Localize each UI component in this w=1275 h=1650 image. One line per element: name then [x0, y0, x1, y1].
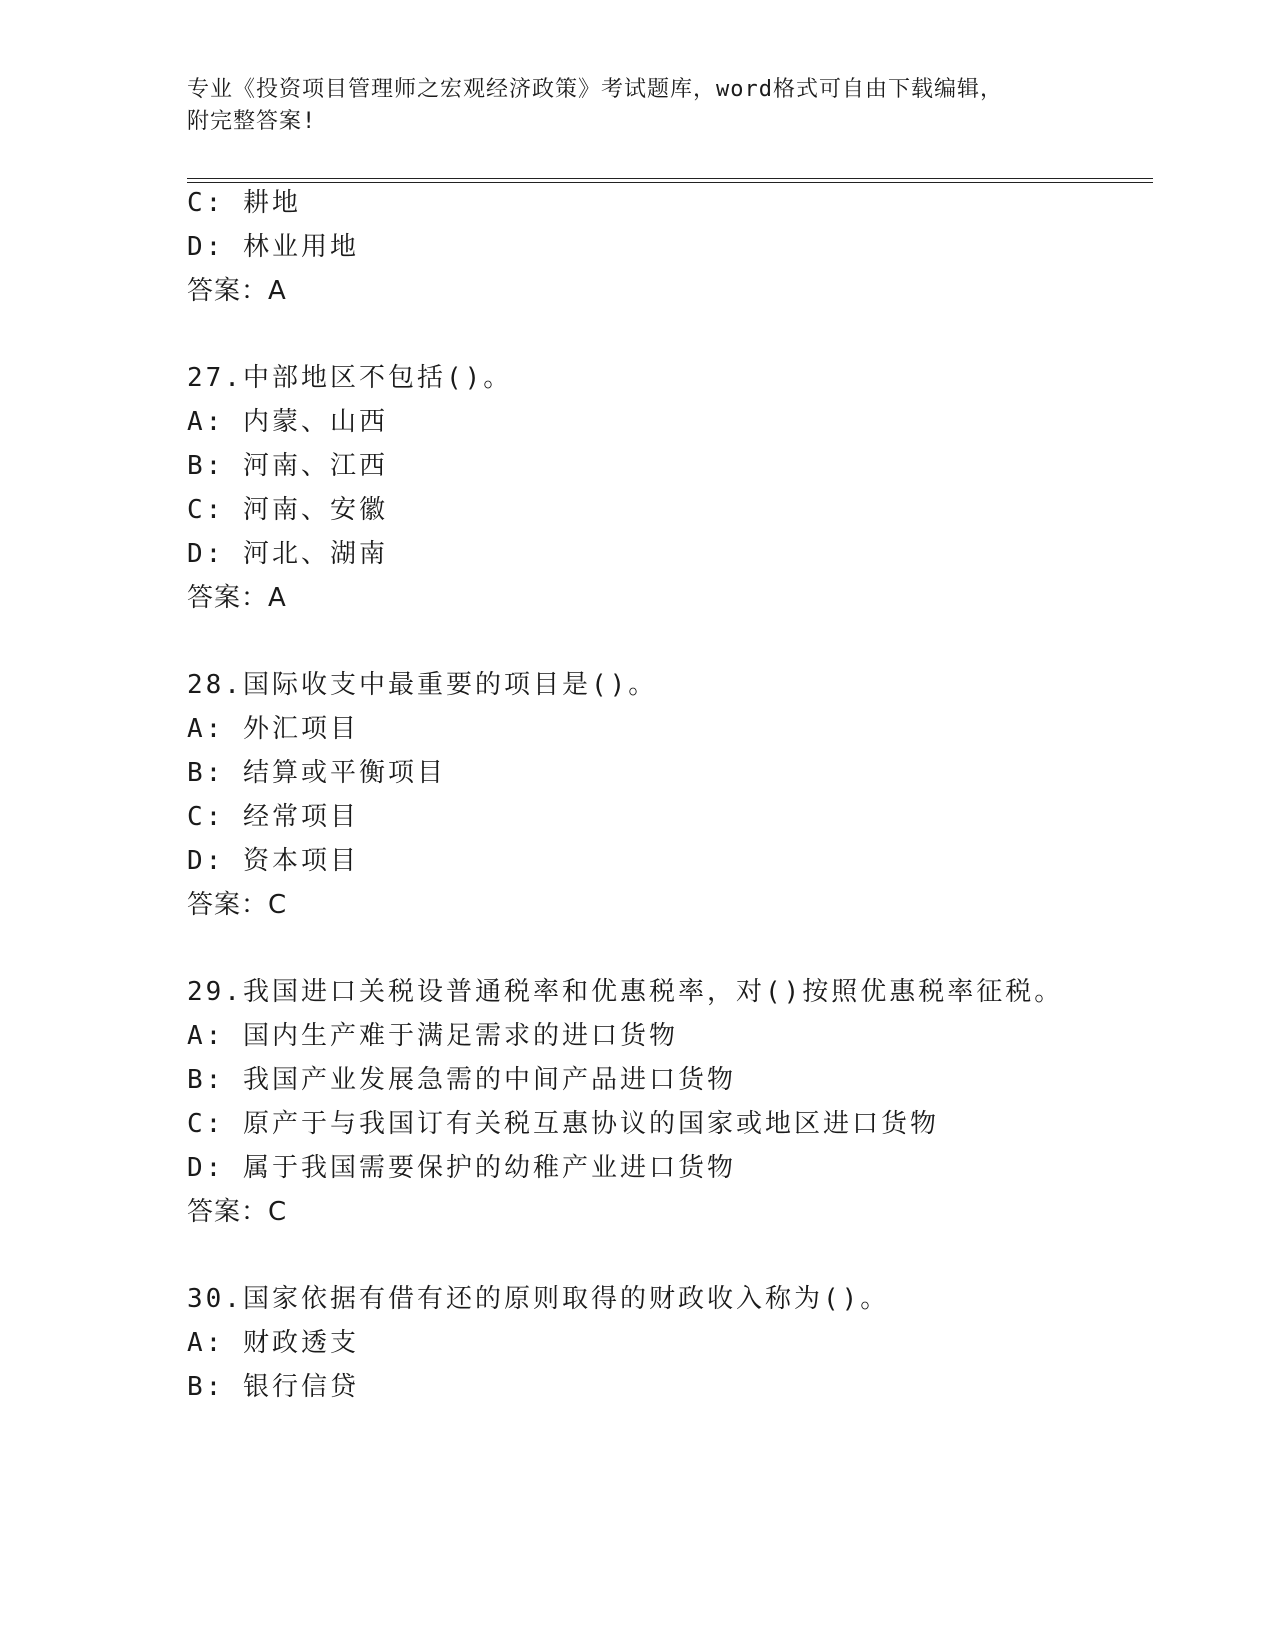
option-a: A: 财政透支 [187, 1328, 359, 1358]
option-c: C: 原产于与我国订有关税互惠协议的国家或地区进口货物 [187, 1109, 939, 1139]
header-line-2: 附完整答案! [187, 109, 317, 134]
option-d: D: 林业用地 [187, 232, 359, 262]
question-stem: 30.国家依据有借有还的原则取得的财政收入称为()。 [187, 1284, 890, 1314]
header-divider-top [187, 178, 1153, 179]
header-divider-bottom [187, 182, 1153, 183]
option-d: D: 资本项目 [187, 846, 359, 876]
option-b: B: 河南、江西 [187, 451, 388, 481]
option-c: C: 河南、安徽 [187, 495, 388, 525]
answer: 答案：C [187, 1197, 288, 1227]
answer: 答案：A [187, 276, 287, 306]
question-stem: 28.国际收支中最重要的项目是()。 [187, 670, 658, 700]
header-line-1: 专业《投资项目管理师之宏观经济政策》考试题库，word格式可自由下载编辑， [187, 77, 1003, 102]
option-b: B: 银行信贷 [187, 1372, 359, 1402]
option-a: A: 外汇项目 [187, 714, 359, 744]
question-stem: 27.中部地区不包括()。 [187, 363, 513, 393]
answer: 答案：C [187, 890, 288, 920]
option-d: D: 属于我国需要保护的幼稚产业进口货物 [187, 1153, 736, 1183]
option-c: C: 耕地 [187, 188, 301, 218]
option-a: A: 内蒙、山西 [187, 407, 388, 437]
answer: 答案：A [187, 583, 287, 613]
option-b: B: 我国产业发展急需的中间产品进口货物 [187, 1065, 736, 1095]
option-a: A: 国内生产难于满足需求的进口货物 [187, 1021, 678, 1051]
question-stem: 29.我国进口关税设普通税率和优惠税率，对()按照优惠税率征税。 [187, 977, 1064, 1007]
option-d: D: 河北、湖南 [187, 539, 388, 569]
option-b: B: 结算或平衡项目 [187, 758, 446, 788]
document-header [187, 74, 1087, 138]
option-c: C: 经常项目 [187, 802, 359, 832]
